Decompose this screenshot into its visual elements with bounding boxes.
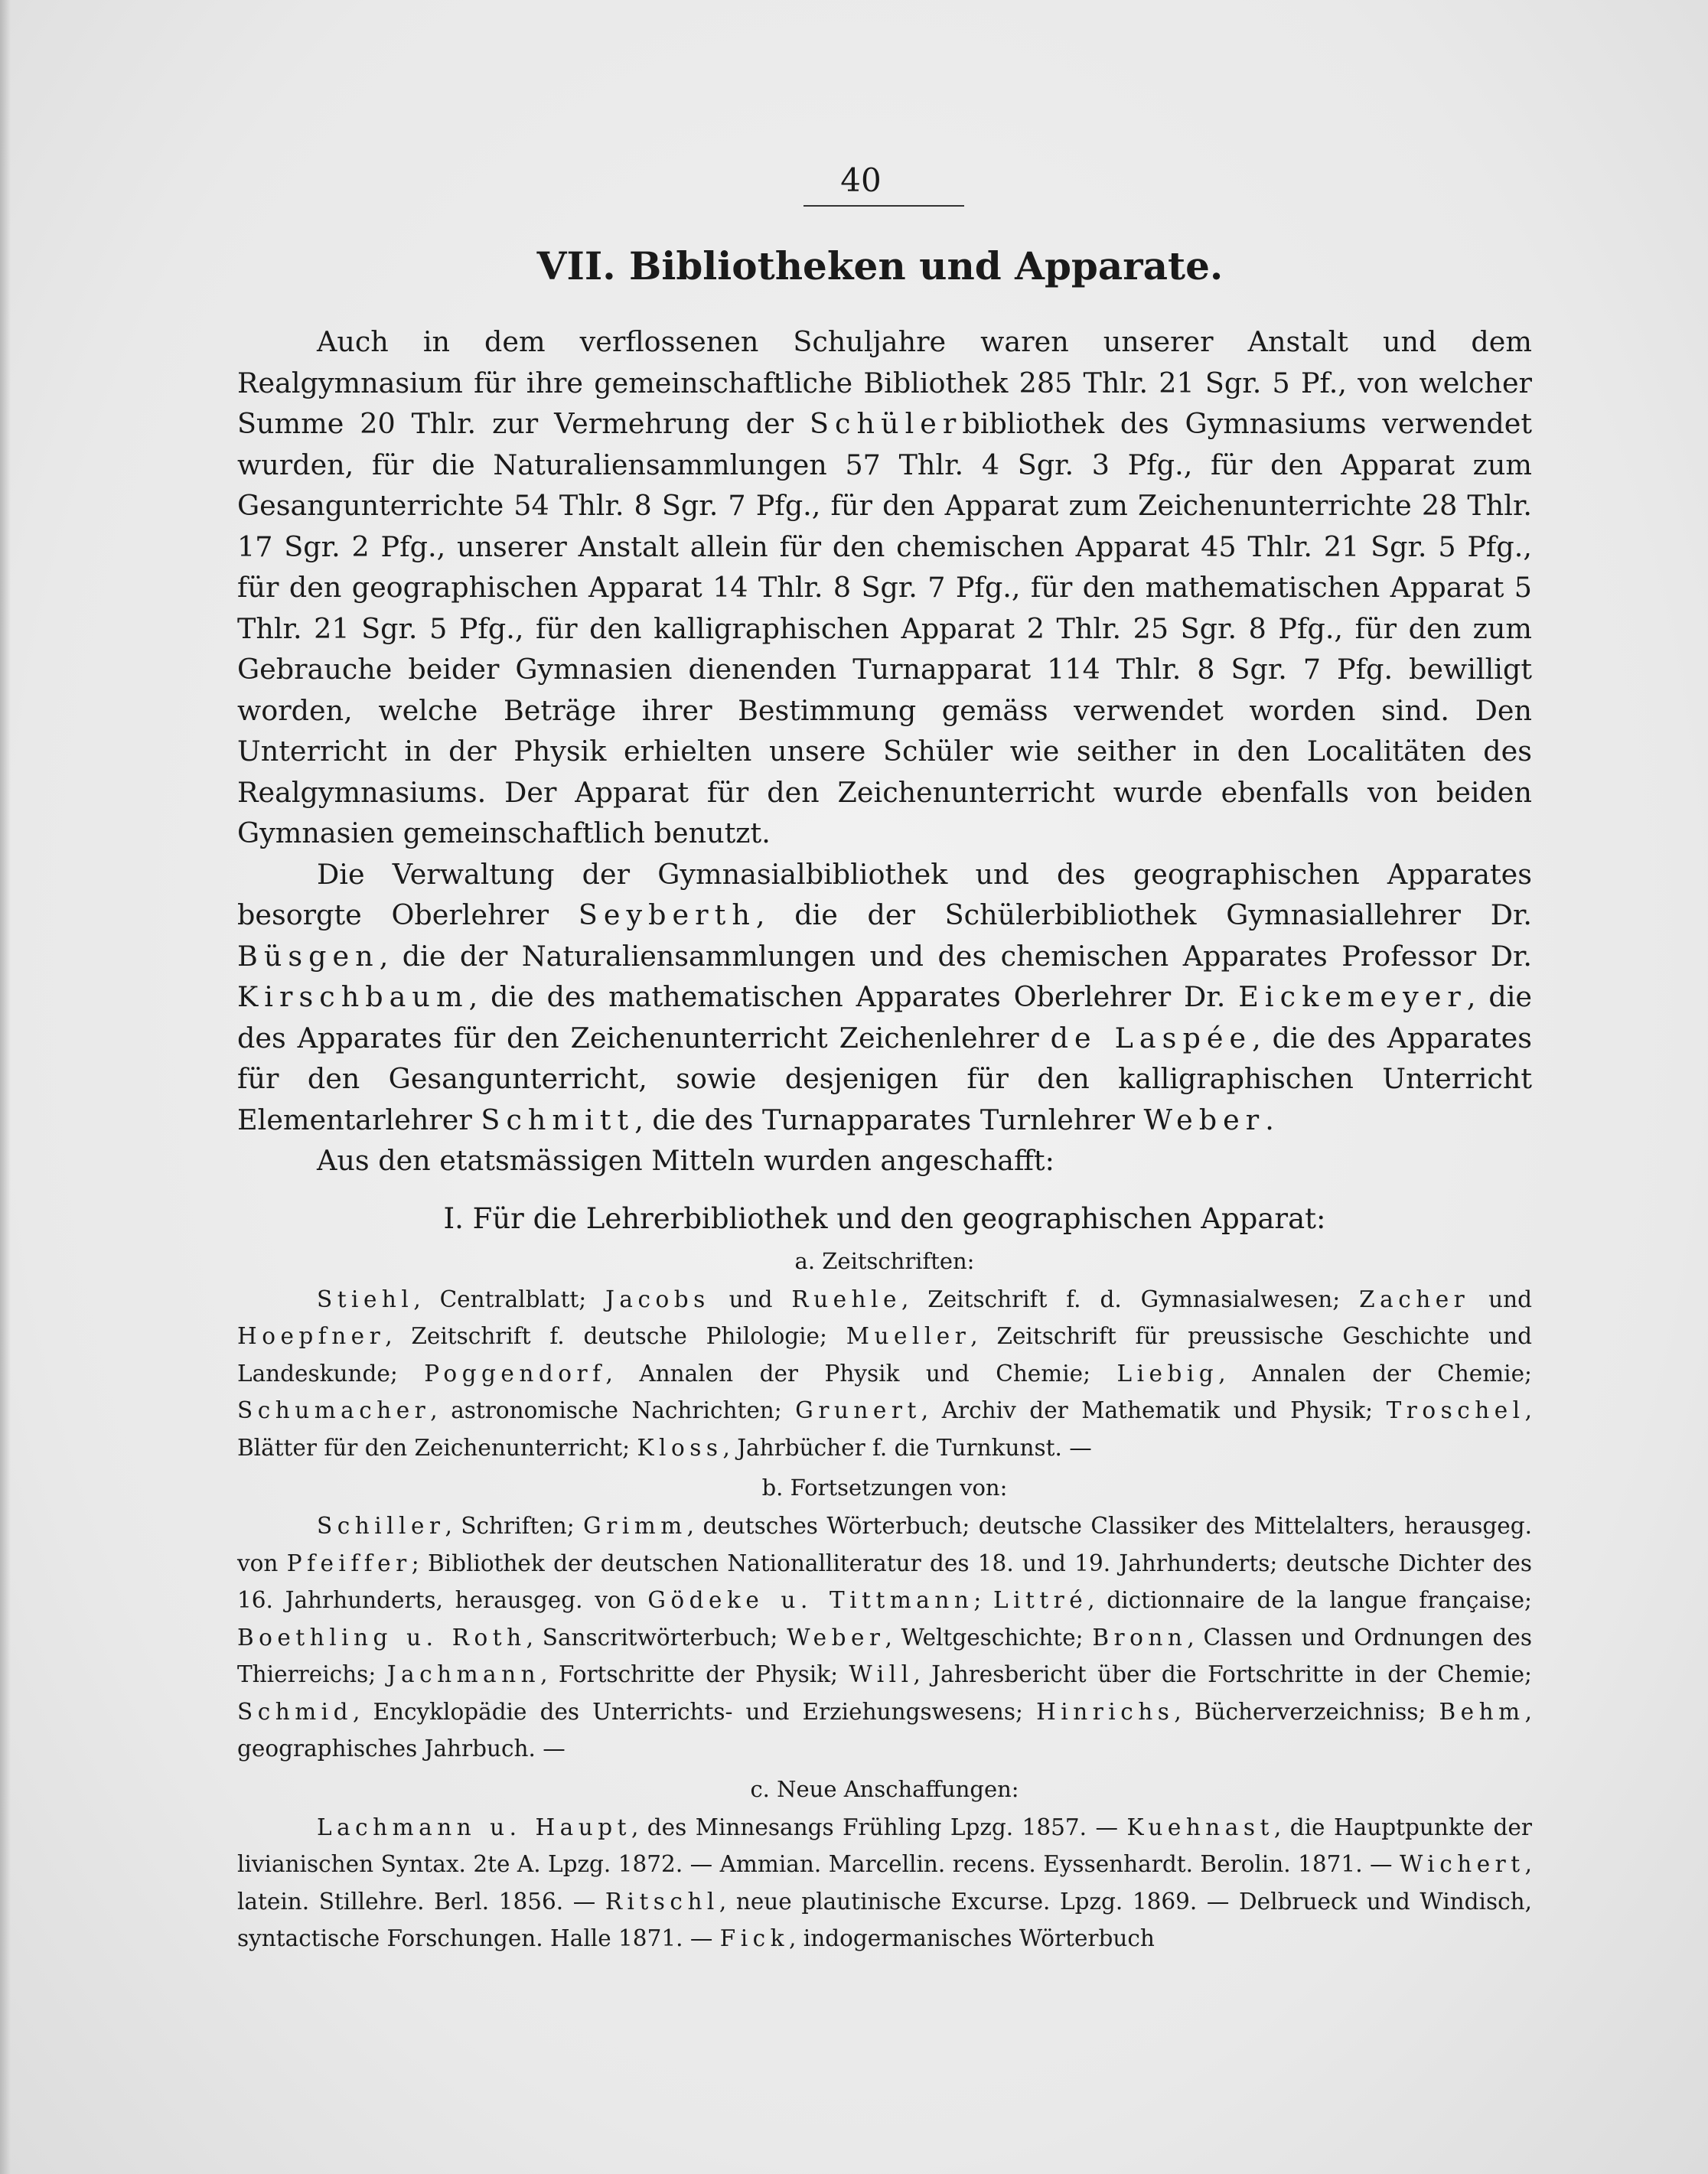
text-run: , die des mathematischen Apparates Oberlehrer Dr.	[468, 980, 1239, 1013]
person-name: Seyberth	[578, 898, 756, 931]
author-name: Grunert	[795, 1397, 921, 1423]
main-text	[237, 321, 1532, 1957]
text-run: , astronomische Nachrichten;	[430, 1397, 796, 1423]
list-label-fortsetzungen: b. Fortsetzungen von:	[761, 1475, 1008, 1501]
section-title: VII. Bibliotheken und Apparate.	[536, 243, 1224, 288]
text-run: Die Verwaltung der Gymnasialbibliothek und des geographischen Apparates besorgte Oberlehrer	[237, 857, 1532, 931]
text-run: , Centralblatt;	[413, 1286, 606, 1312]
author-name: Gödeke u. Tittmann	[647, 1587, 974, 1613]
text-run: , die des Apparates für den Gesangunterricht, sowie desjenigen für den kalligraphischen Unterricht Elementarlehrer	[237, 1021, 1532, 1136]
author-name: Hoepfner	[237, 1323, 386, 1349]
list-fortsetzungen	[237, 1507, 1532, 1768]
person-name: de Laspée	[1050, 1021, 1253, 1054]
paragraph-administration	[237, 854, 1532, 1141]
text-run: ; Bibliothek der deutschen Nationalliteratur des 18. und 19. Jahrhunderts; deutsche Dichter des 16. Jahrhunderts, herausgeg. von	[237, 1550, 1532, 1613]
page-edge-shadow	[0, 0, 11, 2174]
text-run: , Jahresbericht über die Fortschritte in der Chemie;	[913, 1661, 1532, 1687]
text-run: , Bücherverzeichniss;	[1174, 1698, 1439, 1725]
author-name: Poggendorf	[424, 1360, 606, 1387]
text-run: , Fortschritte der Physik;	[540, 1661, 849, 1687]
author-name: Lachmann u. Haupt	[317, 1814, 631, 1840]
text-run: , Annalen der Chemie;	[1218, 1360, 1532, 1387]
author-name: Fick	[719, 1925, 790, 1951]
text-run: , neue plautinische Excurse. Lpzg. 1869. — Delbrueck und Windisch, syntactische Forschungen. Halle 1871. —	[237, 1888, 1532, 1951]
text-run: , die des Turnapparates Turnlehrer	[634, 1103, 1144, 1136]
author-name: Hinrichs	[1036, 1698, 1175, 1725]
text-run: , Zeitschrift f. d. Gymnasialwesen;	[901, 1286, 1360, 1312]
paragraph-funding	[237, 321, 1532, 854]
text-run: , Jahrbücher f. die Turnkunst. —	[722, 1434, 1092, 1461]
author-name: Mueller	[846, 1323, 971, 1349]
paragraph-acquired: Aus den etatsmässigen Mitteln wurden angeschafft:	[317, 1144, 1054, 1177]
text-run: ;	[973, 1587, 993, 1613]
list-label-zeitschriften: a. Zeitschriften:	[794, 1247, 975, 1274]
text-run: bibliothek des Gymnasiums verwendet wurden, für die Naturaliensammlungen 57 Thlr. 4 Sgr. 3 Pfg., für den Apparat zum Gesangunterrichte 54 Thlr. 8 Sgr. 7 Pfg., für den Apparat zum Zeichenunterrichte 28 Thlr. 17 Sgr. 2 Pfg., unserer Anstalt allein für den chemischen Apparat 45 Thlr. 21 Sgr. 5 Pfg., für den geographischen Apparat 14 Thlr. 8 Sgr. 7 Pfg., für den mathematischen Apparat 5 Thlr. 21 Sgr. 5 Pfg., für den kalligraphischen Apparat 2 Thlr. 25 Sgr. 8 Pfg., für den zum Gebrauche beider Gymnasien dienenden Turnapparat 114 Thlr. 8 Sgr. 7 Pfg. bewilligt worden, welche Beträge ihrer Bestimmung gemäss verwendet worden sind. Den Unterricht in der Physik erhielten unsere Schüler wie seither in den Localitäten des Realgymnasiums. Der Apparat für den Zeichenunterricht wurde ebenfalls von beiden Gymnasien gemeinschaftlich benutzt.	[237, 407, 1533, 849]
text-run: , Encyklopädie des Unterrichts- und Erziehungswesens;	[352, 1698, 1037, 1725]
subsection-heading: I. Für die Lehrerbibliothek und den geographischen Apparat:	[443, 1201, 1326, 1235]
author-name: Will	[849, 1661, 914, 1687]
text-run: , Schriften;	[445, 1513, 584, 1539]
text-run: , Weltgeschichte;	[885, 1624, 1093, 1651]
text-run: Auch in dem verflossenen Schuljahre waren unserer Anstalt und dem Realgymnasium für ihre gemeinschaftliche Bibliothek 285 Thlr. 21 Sgr. 5 Pf., von welcher Summe 20 Thlr. zur Vermehrung der	[237, 325, 1532, 440]
text-run: , die des Apparates für den Zeichenunterricht Zeichenlehrer	[237, 980, 1532, 1054]
spaced-word: Schüler	[810, 407, 963, 440]
text-run: , dictionnaire de la langue française;	[1087, 1587, 1532, 1613]
list-zeitschriften	[237, 1281, 1532, 1467]
acquisition-lists	[237, 1243, 1532, 1957]
author-name: Pfeiffer	[286, 1550, 412, 1576]
text-run: , Zeitschrift für preussische Geschichte und Landeskunde;	[237, 1323, 1532, 1387]
author-name: Grimm	[583, 1513, 687, 1539]
list-anschaffungen	[237, 1809, 1532, 1957]
text-run: , die Hauptpunkte der livianischen Syntax. 2te A. Lpzg. 1872. — Ammian. Marcellin. recens. Eyssenhardt. Berolin. 1871. —	[237, 1814, 1532, 1877]
author-name: Ruehle	[791, 1286, 901, 1312]
author-name: Kloss	[637, 1434, 723, 1461]
author-name: Kuehnast	[1126, 1814, 1274, 1840]
author-name: Jacobs	[605, 1286, 710, 1312]
author-name: Schiller	[317, 1513, 445, 1539]
text-run: und	[1469, 1286, 1533, 1312]
page-number-rule	[803, 205, 964, 207]
author-name: Schmid	[237, 1698, 353, 1725]
author-name: Boethling u. Roth	[237, 1624, 526, 1651]
author-name: Jachmann	[386, 1661, 541, 1687]
text-run: .	[1265, 1103, 1274, 1136]
author-name: Littré	[993, 1587, 1088, 1613]
author-name: Bronn	[1092, 1624, 1188, 1651]
author-name: Troschel	[1386, 1397, 1525, 1423]
text-run: , latein. Stillehre. Berl. 1856. —	[237, 1851, 1532, 1915]
author-name: Weber	[787, 1624, 885, 1651]
author-name: Schumacher	[237, 1397, 431, 1423]
author-name: Wichert	[1400, 1851, 1525, 1877]
person-name: Büsgen	[237, 939, 380, 973]
text-run: , die der Naturaliensammlungen und des chemischen Apparates Professor Dr.	[379, 939, 1532, 973]
author-name: Stiehl	[317, 1286, 414, 1312]
page-number: 40	[840, 161, 882, 199]
text-run: , deutsches Wörterbuch; deutsche Classiker des Mittelalters, herausgeg. von	[237, 1513, 1532, 1576]
text-run: , indogermanisches Wörterbuch	[789, 1925, 1155, 1951]
author-name: Behm	[1439, 1698, 1525, 1725]
text-run: , Archiv der Mathematik und Physik;	[921, 1397, 1387, 1423]
person-name: Schmitt	[481, 1103, 635, 1136]
person-name: Weber	[1143, 1103, 1266, 1136]
author-name: Ritschl	[605, 1888, 719, 1915]
person-name: Kirschbaum	[237, 980, 469, 1013]
text-run: , Blätter für den Zeichenunterricht;	[237, 1397, 1532, 1461]
author-name: Zacher	[1359, 1286, 1470, 1312]
text-run: , Sanscritwörterbuch;	[526, 1624, 787, 1651]
text-run: , Classen und Ordnungen des Thierreichs;	[237, 1624, 1532, 1687]
text-run: und	[709, 1286, 792, 1312]
list-label-anschaffungen: c. Neue Anschaffungen:	[750, 1775, 1019, 1802]
author-name: Liebig	[1116, 1360, 1219, 1387]
text-run: , des Minnesangs Frühling Lpzg. 1857. —	[631, 1814, 1127, 1840]
text-run: , geographisches Jahrbuch. —	[237, 1698, 1532, 1762]
person-name: Eickemeyer	[1238, 980, 1467, 1013]
text-run: , die der Schülerbibliothek Gymnasiallehrer Dr.	[755, 898, 1532, 931]
text-run: , Zeitschrift f. deutsche Philologie;	[385, 1323, 846, 1349]
text-run: , Annalen der Physik und Chemie;	[605, 1360, 1117, 1387]
